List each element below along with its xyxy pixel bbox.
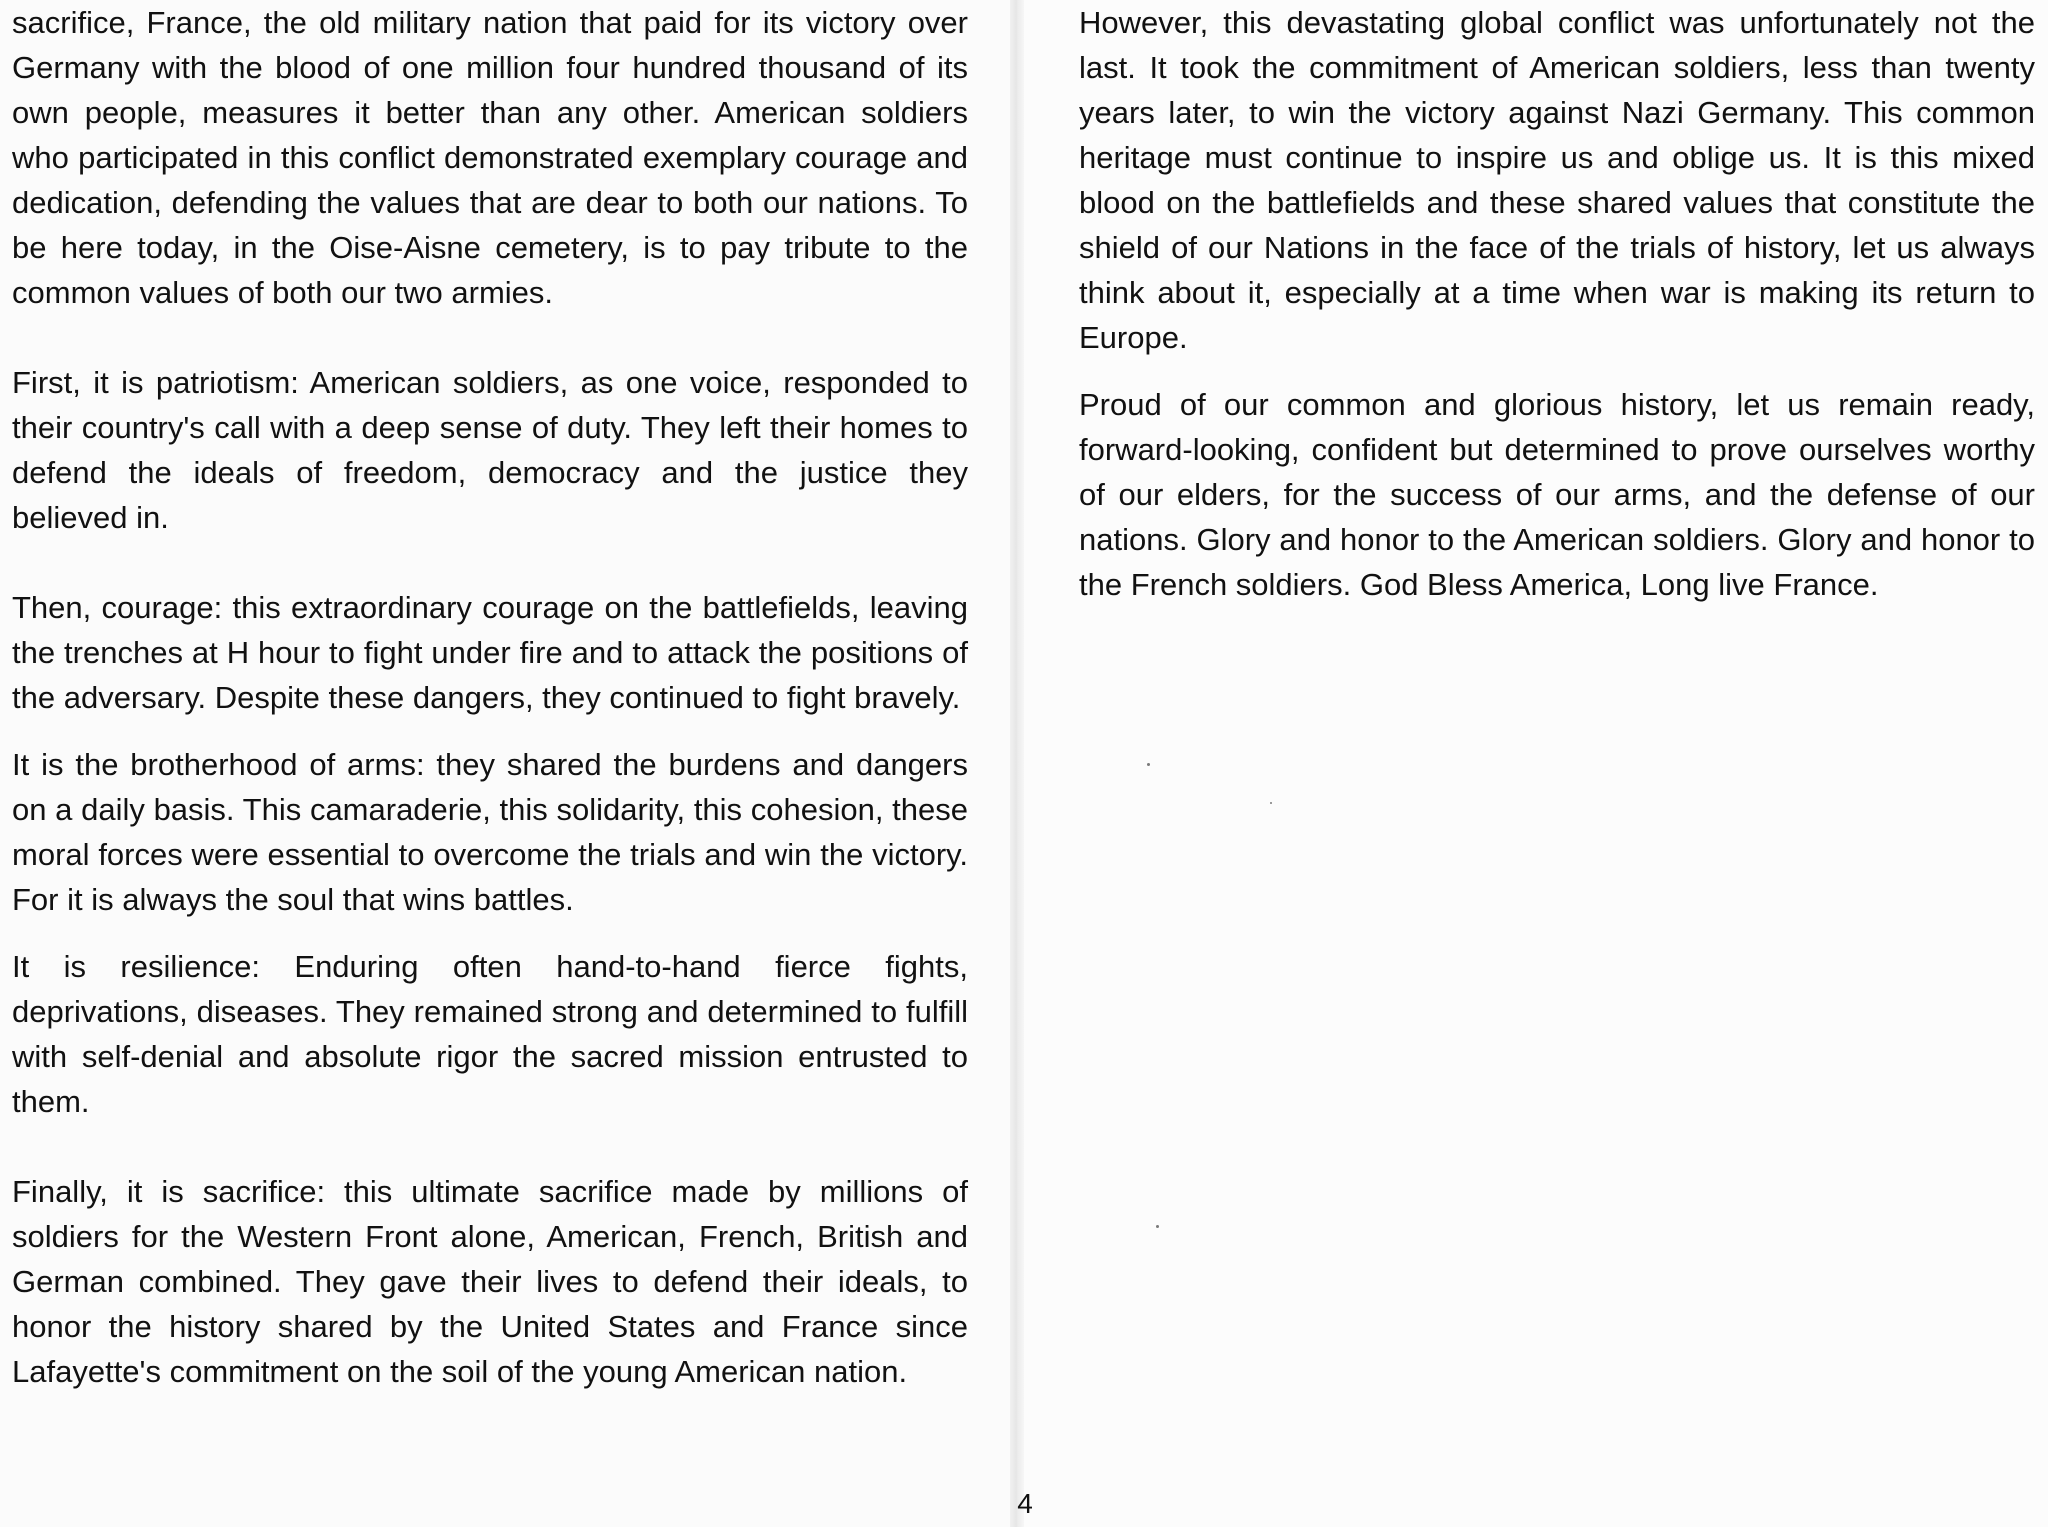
left-text-column xyxy=(12,0,968,1394)
paragraph-sacrifice: Finally, it is sacrifice: this ultimate sacrifice made by millions of soldiers for the Western Front alone, American, French, British and German combined. They gave their lives to defend their ideals, to honor the history shared by the United States and France since Lafayette's commitment on the soil of the young American nation. xyxy=(12,1174,968,1389)
right-text-column xyxy=(1079,0,2035,607)
paragraph-sacrifice-intro: sacrifice, France, the old military nation that paid for its victory over Germany with the blood of one million four hundred thousand of its own people, measures it better than any other. American soldiers who participated in this conflict demonstrated exemplary courage and dedication, defending the values that are dear to both our nations. To be here today, in the Oise-Aisne cemetery, is to pay tribute to the common values of both our two armies. xyxy=(12,5,968,310)
paragraph-global-conflict: However, this devastating global conflict was unfortunately not the last. It took the commitment of American soldiers, less than twenty years later, to win the victory against Nazi Germany. This common heritage must continue to inspire us and oblige us. It is this mixed blood on the battlefields and these shared values that constitute the shield of our Nations in the face of the trials of history, let us always think about it, especially at a time when war is making its return to Europe. xyxy=(1079,5,2035,355)
page-number: 4 xyxy=(1017,1488,1033,1519)
left-page xyxy=(0,0,1016,1527)
scan-speck xyxy=(1270,802,1272,804)
scan-speck xyxy=(1147,763,1150,766)
paragraph-closing: Proud of our common and glorious history, let us remain ready, forward-looking, confident but determined to prove ourselves worthy of our elders, for the success of our arms, and the defense of our nations. Glory and honor to the American soldiers. Glory and honor to the French soldiers. God Bless America, Long live France. xyxy=(1079,387,2035,602)
paragraph-brotherhood: It is the brotherhood of arms: they shared the burdens and dangers on a daily basis. This camaraderie, this solidarity, this cohesion, these moral forces were essential to overcome the trials and win the victory. For it is always the soul that wins battles. xyxy=(12,747,968,917)
scan-speck xyxy=(1156,1225,1159,1228)
paragraph-patriotism: First, it is patriotism: American soldiers, as one voice, responded to their country's call with a deep sense of duty. They left their homes to defend the ideals of freedom, democracy and the justice they believed in. xyxy=(12,365,968,535)
page-gutter xyxy=(1010,0,1024,1527)
paragraph-courage: Then, courage: this extraordinary courage on the battlefields, leaving the trenches at H hour to fight under fire and to attack the positions of the adversary. Despite these dangers, they continued to fight bravely. xyxy=(12,590,968,715)
paragraph-resilience: It is resilience: Enduring often hand-to-hand fierce fights, deprivations, diseases. They remained strong and determined to fulfill with self-denial and absolute rigor the sacred mission entrusted to them. xyxy=(12,949,968,1119)
